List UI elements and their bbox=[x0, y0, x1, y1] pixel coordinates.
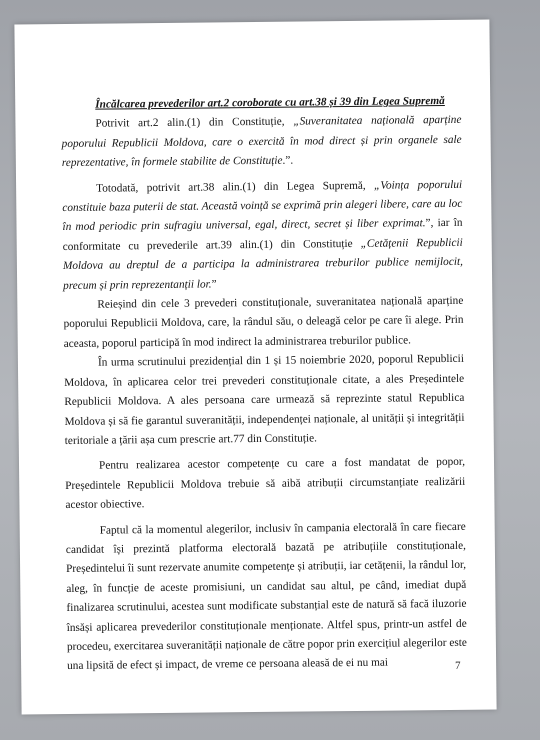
quote-art2: „Suveranitatea națională aparține poporului Republicii Moldova, care o exercită în mod direct și prin organele sale reprezentative, în formele stabilite de Constituție bbox=[61, 114, 462, 170]
page-number: 7 bbox=[455, 659, 461, 672]
quote-art39: „Cetățenii Republicii Moldova au dreptul de a participa la administrarea treburilor publice nemijlocit, precum și prin reprezentanții lor. bbox=[62, 236, 463, 292]
quote-art38: „Voința poporului constituie baza puterii de stat. Această voință se exprimă prin alegeri libere, care au loc în mod periodic prin sufragiu universal, egal, direct, secret și liber exprimat. bbox=[62, 178, 463, 234]
paragraph-election: În urma scrutinului prezidențial din 1 și 15 noiembrie 2020, poporul Republicii Moldova, în aplicarea celor trei prevederi constituționale citate, a ales Președintele Republicii Moldova. A ales persoana care urmează să reprezinte statul Republica Moldova și să fie garantul suveranității, independenței naționale, al unității și integrității teritoriale a țării așa cum prescrie art.77 din Constituție. bbox=[64, 353, 465, 447]
paragraph-middle: ”, iar în conformitate cu prevederile art.39 alin.(1) din Constituție bbox=[62, 217, 463, 253]
paragraph-sovereignty: Reieșind din cele 3 prevederi constituționale, suveranitatea națională aparține poporului Republicii Moldova, care, la rândul său, o deleagă celor pe care îi alege. Prin aceasta, poporul participă în mod indirect la administrarea treburilor publice. bbox=[63, 294, 464, 350]
document-body bbox=[61, 92, 467, 677]
paragraph-art2 bbox=[61, 111, 462, 173]
paragraph-conclusion: Faptul că la momentul alegerilor, inclusiv în campania electorală în care fiecare candidat își prezintă platforma electorală bazată pe atribuțiile constituționale, Președintelui îi sunt rezervate anumite competențe și atribuții, iar cetățenii, la rândul lor, aleg, în funcție de aceste promisiuni, un candidat sau altul, pe când, imediat după finalizarea scrutinului, acestea sunt modificate substanțial este de natură să facă iluzorie însăși aplicarea prevederilor constituționale menționate. Altfel spus, printr-un astfel de procedeu, exercitarea suveranității naționale de către popor prin exercițiul alegerilor este una lipsită de efect și impact, de vreme ce persoana aleasă de ei nu mai bbox=[65, 520, 467, 673]
section-heading: Încălcarea prevederilor art.2 coroborate cu art.38 și 39 din Legea Supremă bbox=[95, 95, 445, 111]
paragraph-lead: Potrivit art.2 alin.(1) din Constituție, bbox=[95, 115, 294, 131]
paragraph-competences: Pentru realizarea acestor competențe cu care a fost mandatat de popor, Președintele Republicii Moldova trebuie să aibă atribuții circumstanțiate realizării acestor obiective. bbox=[65, 456, 466, 512]
quote-close: .”. bbox=[282, 154, 294, 167]
paragraph-art38-39 bbox=[62, 175, 463, 296]
document-page bbox=[14, 20, 496, 715]
paragraph-lead: Totodată, potrivit art.38 alin.(1) din Legea Supremă, bbox=[96, 179, 375, 195]
quote-close: ” bbox=[211, 278, 217, 291]
